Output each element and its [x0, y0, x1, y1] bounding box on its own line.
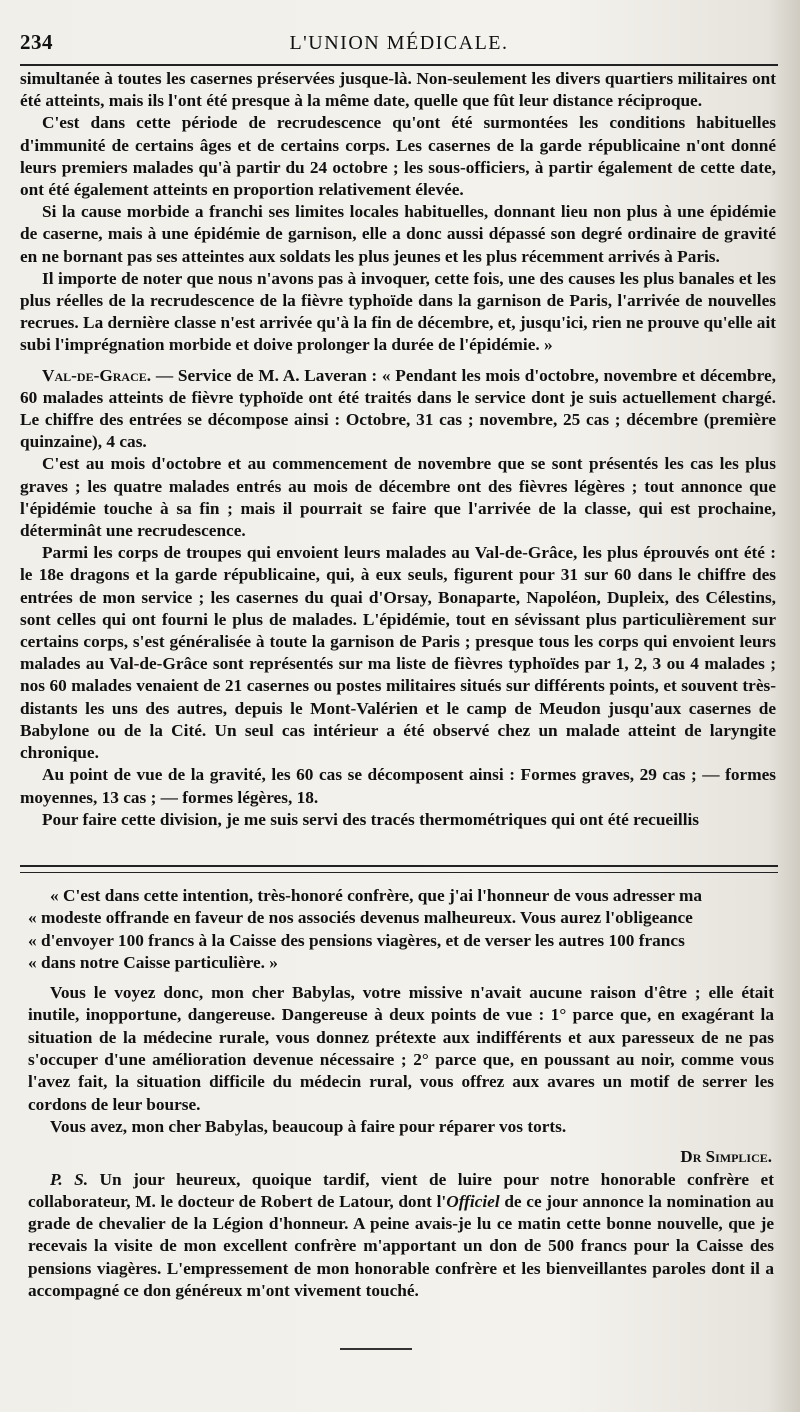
- paragraph: Pour faire cette division, je me suis servi des tracés thermométriques qui ont été recueillis: [42, 809, 700, 829]
- paragraph: Si la cause morbide a franchi ses limites locales habituelles, donnant lieu non plus à une épidémie de caserne, mais à une épidémie de garnison, elle a donc aussi dépassé son degré ordinaire de gravité en ne bornant pas ses atteintes aux soldats les plus jeunes et les plus récemment arrivés à Paris.: [20, 202, 776, 266]
- ps-text: de ce jour annonce la nomination au grade de chevalier de la Légion d'honneur. A peine avais-je lu ce matin cette bonne nouvelle, que je recevais la visite de mon excellent confrère m'apportant un don de 500 francs pour la Caisse des pensions viagères. L'empressement de mon honorable confrère et les bienveillantes paroles dont il a accompagné ce don généreux m'ont vivement touché.: [28, 1191, 774, 1301]
- quote-line: « C'est dans cette intention, très-honoré confrère, que j'ai l'honneur de vous adresser ma: [50, 886, 703, 905]
- quote-line: « d'envoyer 100 francs à la Caisse des pensions viagères, et de verser les autres 100 francs: [28, 930, 685, 950]
- quote-line: « dans notre Caisse particulière. »: [28, 952, 278, 972]
- header-rule: [20, 64, 778, 66]
- ps-officiel: Officiel: [446, 1191, 500, 1211]
- paragraph: Il importe de noter que nous n'avons pas à invoquer, cette fois, une des causes les plus banales et les plus réelles de la recrudescence de la fièvre typhoïde dans la garnison de Paris, l'arrivée de nouvelles recrues. La dernière classe n'est arrivée qu'à la fin de décembre, et, jusqu'ici, rien ne prouve qu'elle ait subi l'imprégnation morbide et doive prolonger la durée de l'épidémie. »: [20, 268, 776, 355]
- paragraph-val-de-grace: [20, 365, 776, 454]
- paragraph: C'est dans cette période de recrudescence qu'ont été surmontées les conditions habituelles d'immunité de certains âges et de certains corps. Les casernes de la garde républicaine n'ont donné leurs premiers malades qu'à partir du 24 octobre ; les sous-officiers, à partir également de cette date, ont été également atteints en proportion relativement élevée.: [20, 113, 776, 200]
- paragraph: Parmi les corps de troupes qui envoient leurs malades au Val-de-Grâce, les plus éprouvés ont été : le 18e dragons et la garde républicaine, qui, à eux seuls, figurent pour 31 sur 60 dans le chiffre des entrées de mon service ; les casernes du quai d'Orsay, Bonaparte, Napoléon, Dupleix, des Célestins, sont celles qui ont fourni le plus de malades. L'épidémie, tout en sévissant plus particulièrement sur certains corps, s'est généralisée à toute la garnison de Paris ; presque tous les corps qui envoient leurs malades au Val-de-Grâce sont représentés sur ma liste de fièvres typhoïdes par 1, 2, 3 ou 4 malades ; nos 60 malades venaient de 21 casernes ou postes militaires situés sur différents points, et souvent très-distants les uns des autres, depuis le Mont-Valérien et le camp de Meudon jusqu'aux casernes de Babylone ou de la Cité. Un seul cas intérieur a été observé chez un malade atteint de laryngite chronique.: [20, 543, 776, 763]
- section-lead: Val-de-Grace.: [42, 365, 152, 385]
- signature: Dr Simplice.: [680, 1147, 772, 1167]
- paragraph: simultanée à toutes les casernes préservées jusque-là. Non-seulement les divers quartiers militaires ont été atteints, mais ils l'ont été presque à la même date, quelle que fût leur distance réciproque.: [20, 69, 776, 111]
- paragraph: Au point de vue de la gravité, les 60 cas se décomposent ainsi : Formes graves, 29 cas ; — formes moyennes, 13 cas ; — formes légères, 18.: [20, 765, 776, 807]
- quote-line: « modeste offrande en faveur de nos associés devenus malheureux. Vous aurez l'obligeance: [28, 908, 693, 928]
- running-title: L'UNION MÉDICALE.: [289, 32, 509, 54]
- article-body: [20, 68, 776, 831]
- paragraph: C'est au mois d'octobre et au commencement de novembre que se sont présentés les cas les plus graves ; les quatre malades entrés au mois de décembre ont des fièvres légères ; tout annonce que l'épidémie touche à sa fin ; mais il pourrait se faire que l'arrivée de la classe, qui est prochaine, déterminât une recrudescence.: [20, 454, 776, 541]
- ps-text: Un jour heureux, quoique tardif, vient de luire pour notre honorable confrère et collaborateur, M. le docteur de Robert de Latour, dont l': [28, 1169, 774, 1211]
- section-divider: [20, 865, 778, 873]
- postscript: [28, 1169, 774, 1303]
- paragraph: Vous le voyez donc, mon cher Babylas, votre missive n'avait aucune raison d'être ; elle était inutile, inopportune, dangereuse. Dangereuse à deux points de vue : 1° parce que, en exagérant la situation de la médecine rurale, vous donnez prétexte aux indifférents et aux paresseux de ne pas s'occuper d'une amélioration devenue nécessaire ; 2° parce que, en poussant au noir, comme vous l'avez fait, la situation difficile du médecin rural, vous offrez aux avares un motif de serrer les cordons de leur bourse.: [28, 983, 774, 1114]
- paragraph-text: — Service de M. A. Laveran : « Pendant les mois d'octobre, novembre et décembre, 60 malades atteints de fièvre typhoïde ont été traités dans le service dont je suis actuellement chargé. Le chiffre des entrées se décompose ainsi : Octobre, 31 cas ; novembre, 25 cas ; décembre (première quinzaine), 4 cas.: [20, 365, 776, 452]
- end-rule: [340, 1348, 412, 1350]
- paragraph: Vous avez, mon cher Babylas, beaucoup à faire pour réparer vos torts.: [50, 1116, 567, 1136]
- page-number: 234: [20, 30, 53, 54]
- page-header: [20, 30, 778, 58]
- feuilleton-body: [28, 885, 774, 1302]
- ps-label: P. S.: [50, 1169, 89, 1189]
